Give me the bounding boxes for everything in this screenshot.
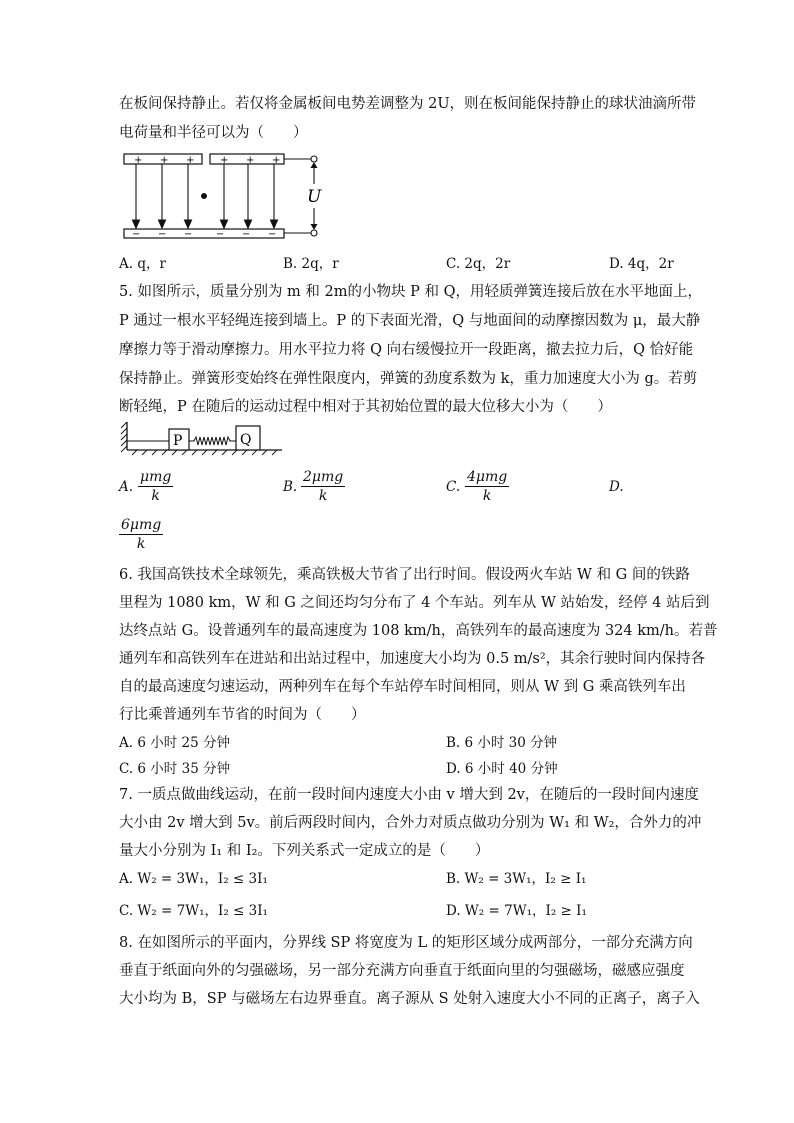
- q5-option-d-fraction[interactable]: [119, 516, 163, 553]
- q7-text-line-2: 大小由 2v 增大到 5v。前后两段时间内，合外力对质点做功分别为 W₁ 和 W₂，合外力的冲: [119, 815, 702, 831]
- minus-sign: −: [216, 229, 225, 240]
- q6-text-line-3: 达终点站 G。设普通列车的最高速度为 108 km/h，高铁列车的最高速度为 324 km/h。若普: [119, 623, 718, 639]
- q5-option-d-label[interactable]: D.: [609, 479, 624, 495]
- minus-sign: −: [242, 229, 251, 240]
- q4-option-c[interactable]: C. 2q，2r: [446, 256, 511, 272]
- block-q-label: Q: [240, 432, 252, 448]
- q6-option-c[interactable]: C. 6 小时 35 分钟: [119, 761, 231, 777]
- q6-text-line-2: 里程为 1080 km，W 和 G 之间还均匀分布了 4 个车站。列车从 W 站始发，经停 4 站后到: [119, 595, 710, 611]
- voltage-label: U: [307, 187, 322, 207]
- q5-text-line-4: 保持静止。弹簧形变始终在弹性限度内，弹簧的劲度系数为 k，重力加速度大小为 g。若剪: [119, 371, 698, 387]
- plus-sign: +: [186, 155, 195, 166]
- q4-capacitor-figure: [118, 150, 328, 242]
- q5-text-line-1: 5. 如图所示，质量分别为 m 和 2m的小物块 P 和 Q，用轻质弹簧连接后放在水平地面上，: [119, 284, 702, 300]
- q5-text-line-3: 摩擦力等于滑动摩擦力。用水平拉力将 Q 向右缓慢拉开一段距离，撤去拉力后，Q 恰好能: [119, 342, 694, 358]
- q4-text-line-2: 电荷量和半径可以为（ ）: [119, 125, 308, 141]
- q8-text-line-1: 8. 在如图所示的平面内，分界线 SP 将宽度为 L 的矩形区域分成两部分，一部分充满方向: [119, 935, 693, 951]
- q5-option-b-label[interactable]: B.: [283, 479, 298, 495]
- q7-text-line-3: 量大小分别为 I₁ 和 I₂。下列关系式一定成立的是（ ）: [119, 843, 490, 859]
- q5-option-c-fraction[interactable]: [465, 468, 509, 505]
- q4-option-b[interactable]: B. 2q，r: [283, 256, 339, 272]
- block-p-label: P: [173, 433, 183, 449]
- fraction-denominator: k: [482, 488, 492, 504]
- q8-text-line-3: 大小均为 B，SP 与磁场左右边界垂直。离子源从 S 处射入速度大小不同的正离子，离子入: [119, 991, 700, 1007]
- fraction-denominator: k: [318, 488, 328, 504]
- q5-option-a-fraction[interactable]: [138, 468, 173, 505]
- fraction-numerator: 6μmg: [121, 517, 162, 533]
- plus-sign: +: [246, 155, 255, 166]
- q6-text-line-6: 行比乘普通列车节省的时间为（ ）: [119, 707, 366, 723]
- q6-text-line-5: 自的最高速度匀速运动，两种列车在每个车站停车时间相同，则从 W 到 G 乘高铁列车出: [119, 679, 686, 695]
- q4-option-d[interactable]: D. 4q，2r: [609, 256, 674, 272]
- minus-sign: −: [184, 229, 193, 240]
- plus-sign: +: [134, 155, 143, 166]
- q4-option-a[interactable]: A. q，r: [119, 256, 166, 272]
- fraction-numerator: 2μmg: [303, 469, 344, 485]
- minus-sign: −: [132, 229, 141, 240]
- q5-option-b-fraction[interactable]: [301, 468, 345, 505]
- q6-text-line-1: 6. 我国高铁技术全球领先，乘高铁极大节省了出行时间。假设两火车站 W 和 G 间的铁路: [119, 567, 690, 583]
- fraction-denominator: k: [151, 488, 160, 504]
- q7-option-c[interactable]: C. W₂ = 7W₁，I₂ ≤ 3I₁: [119, 903, 268, 919]
- spring: [189, 437, 236, 445]
- q7-text-line-1: 7. 一质点做曲线运动，在前一段时间内速度大小由 v 增大到 2v，在随后的一段时间内速度: [119, 787, 699, 803]
- q7-option-d[interactable]: D. W₂ = 7W₁，I₂ ≥ I₁: [446, 903, 587, 919]
- plus-sign: +: [272, 155, 281, 166]
- q5-text-line-5: 断轻绳，P 在随后的运动过程中相对于其初始位置的最大位移大小为（ ）: [119, 399, 612, 415]
- fraction-denominator: k: [136, 536, 146, 552]
- q7-option-a[interactable]: A. W₂ = 3W₁，I₂ ≤ 3I₁: [119, 871, 268, 887]
- q5-option-c-label[interactable]: C.: [446, 479, 461, 495]
- minus-sign: −: [158, 229, 167, 240]
- q6-option-b[interactable]: B. 6 小时 30 分钟: [446, 735, 558, 751]
- q6-text-line-4: 通列车和高铁列车在进站和出站过程中，加速度大小均为 0.5 m/s²，其余行驶时间内保持各: [119, 651, 706, 667]
- q4-text-line-1: 在板间保持静止。若仅将金属板间电势差调整为 2U，则在板间能保持静止的球状油滴所带: [119, 96, 697, 112]
- oil-droplet: [201, 193, 207, 199]
- q6-option-a[interactable]: A. 6 小时 25 分钟: [119, 735, 230, 751]
- plus-sign: +: [160, 155, 169, 166]
- fraction-numerator: μmg: [140, 469, 172, 485]
- q5-spring-figure: [118, 420, 288, 456]
- q8-text-line-2: 垂直于纸面向外的匀强磁场，另一部分充满方向垂直于纸面向里的匀强磁场，磁感应强度: [119, 963, 685, 979]
- q6-option-d[interactable]: D. 6 小时 40 分钟: [446, 761, 558, 777]
- fraction-numerator: 4μmg: [467, 469, 508, 485]
- q7-option-b[interactable]: B. W₂ = 3W₁，I₂ ≥ I₁: [446, 871, 587, 887]
- minus-sign: −: [268, 229, 277, 240]
- plus-sign: +: [220, 155, 229, 166]
- q5-option-a-label[interactable]: A.: [119, 479, 134, 495]
- q5-text-line-2: P 通过一根水平轻绳连接到墙上。P 的下表面光滑，Q 与地面间的动摩擦因数为 μ，最大静: [119, 313, 701, 329]
